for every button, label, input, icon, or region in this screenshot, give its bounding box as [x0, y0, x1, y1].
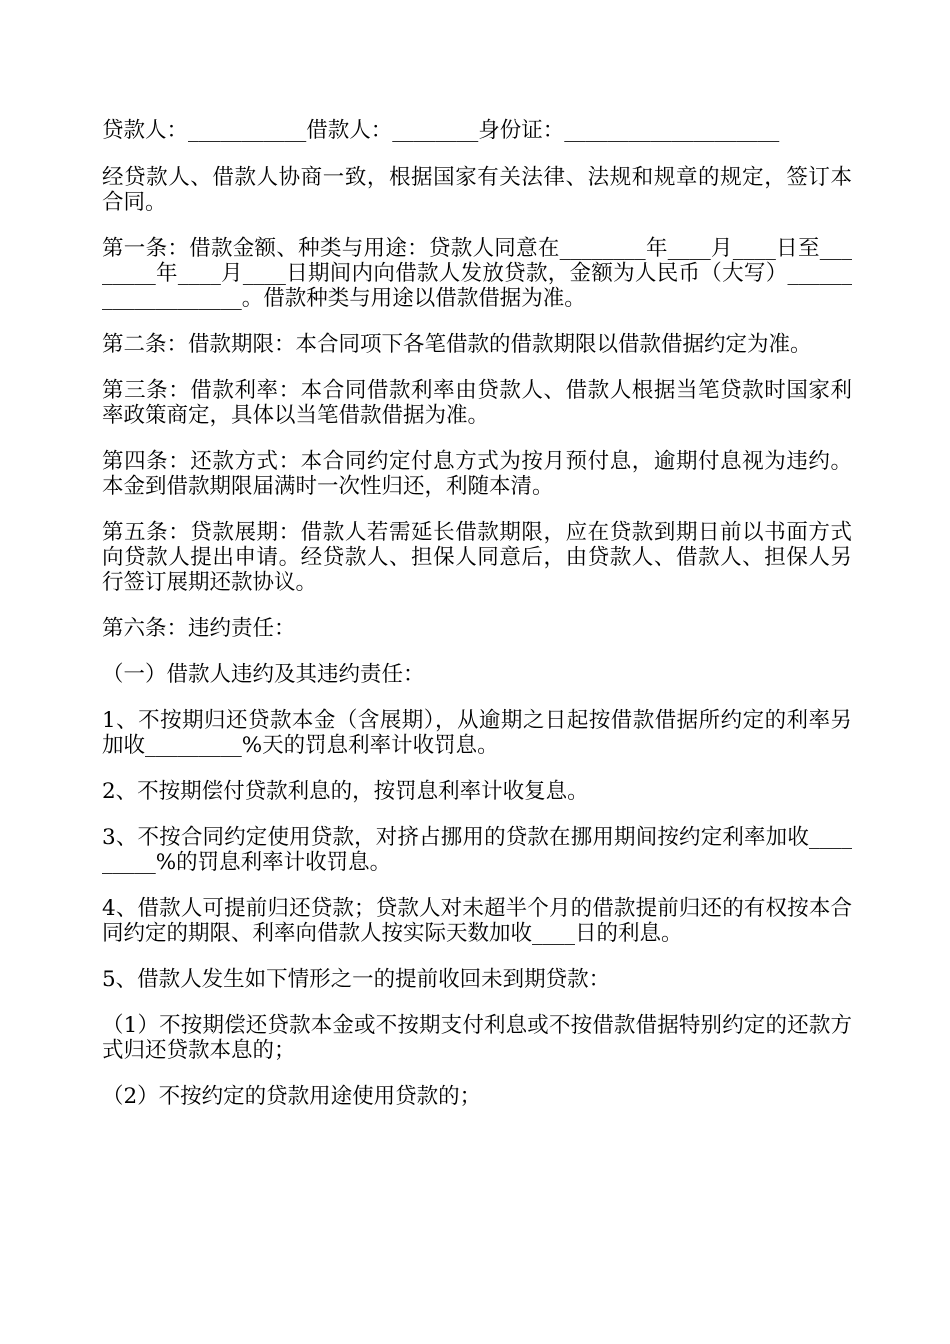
clause-1-paragraph: 1、不按期归还贷款本金（含展期），从逾期之日起按借款借据所约定的利率另加收_________%天的罚息利率计收罚息。	[102, 708, 852, 758]
clause-4-paragraph: 4、借款人可提前归还贷款；贷款人对未超半个月的借款提前归还的有权按本合同约定的期限、利率向借款人按实际天数加收____日的利息。	[102, 896, 852, 946]
parties-line: 贷款人：___________借款人：________身份证：____________________	[102, 118, 780, 143]
sub-clause-2-paragraph: （2）不按约定的贷款用途使用贷款的；	[102, 1084, 482, 1109]
article-5-paragraph: 第五条：贷款展期：借款人若需延长借款期限，应在贷款到期日前以书面方式向贷款人提出申请。经贷款人、担保人同意后，由贷款人、借款人、担保人另行签订展期还款协议。	[102, 520, 852, 595]
article-1-paragraph: 第一条：借款金额、种类与用途：贷款人同意在________年____月____日至________年____月____日期间内向借款人发放贷款，金额为人民币（大写）___________________。借款种类与用途以借款借据为准。	[102, 236, 852, 311]
preamble-paragraph: 经贷款人、借款人协商一致，根据国家有关法律、法规和规章的规定，签订本合同。	[102, 165, 852, 215]
clause-5-paragraph: 5、借款人发生如下情形之一的提前收回未到期贷款：	[102, 967, 611, 992]
clause-3-paragraph: 3、不按合同约定使用贷款，对挤占挪用的贷款在挪用期间按约定利率加收_________%的罚息利率计收罚息。	[102, 825, 852, 875]
article-2-paragraph: 第二条：借款期限：本合同项下各笔借款的借款期限以借款借据约定为准。	[102, 332, 812, 357]
article-3-paragraph: 第三条：借款利率：本合同借款利率由贷款人、借款人根据当笔贷款时国家利率政策商定，具体以当笔借款借据为准。	[102, 378, 852, 428]
clause-2-paragraph: 2、不按期偿付贷款利息的，按罚息利率计收复息。	[102, 779, 589, 804]
contract-document	[102, 118, 852, 1130]
article-6-heading: 第六条：违约责任：	[102, 616, 296, 641]
section-1-heading: （一）借款人违约及其违约责任：	[102, 662, 425, 687]
article-4-paragraph: 第四条：还款方式：本合同约定付息方式为按月预付息，逾期付息视为违约。本金到借款期限届满时一次性归还，利随本清。	[102, 449, 852, 499]
sub-clause-1-paragraph: （1）不按期偿还贷款本金或不按期支付利息或不按借款借据特别约定的还款方式归还贷款本息的；	[102, 1013, 852, 1063]
